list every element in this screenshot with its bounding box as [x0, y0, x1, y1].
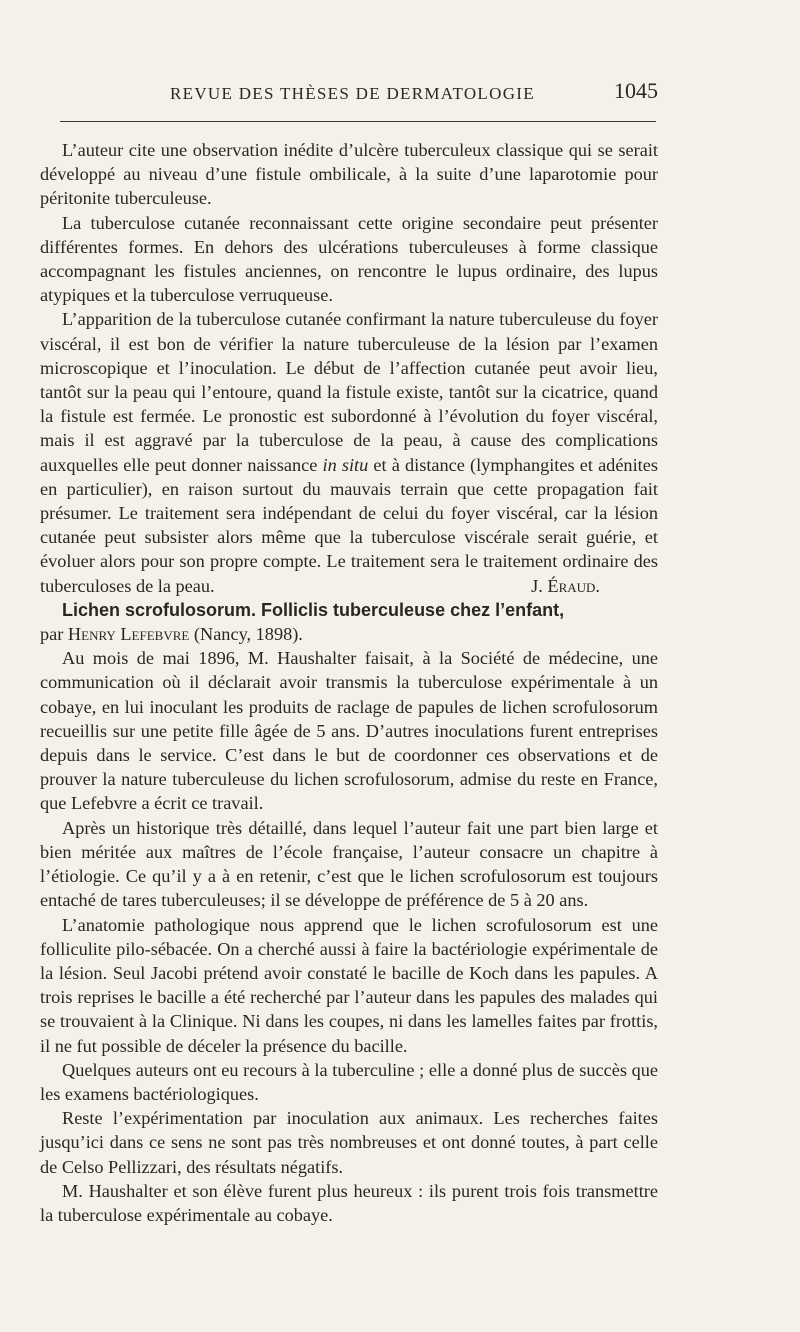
article-author: Henry Lefebvre — [67, 624, 190, 645]
paragraph-3 — [40, 307, 658, 597]
page-header — [60, 78, 658, 112]
paragraph-8: Reste l’expérimentation par inoculation aux animaux. Les recherches faites jusqu’ici dans ce sens ne sont pas très nombreuses et ont donné toutes, à part celle de Celso Pellizzari, des résultats négatifs. — [40, 1108, 658, 1177]
paragraph-4: Au mois de mai 1896, M. Haushalter faisait, à la Société de médecine, une communication où il déclarait avoir transmis la tuberculose expérimentale à un cobaye, en lui inoculant les produits de raclage de papules de lichen scrofulosorum recueillis sur une petite fille âgée de 5 ans. D’autres inoculations furent entreprises depuis dans le service. C’est dans le but de coordonner ces observations et de prouver la nature tuberculeuse du lichen scrofulosorum, admise du reste en France, que Lefebvre a écrit ce travail. — [40, 648, 658, 814]
running-title: REVUE DES THÈSES DE DERMATOLOGIE — [170, 84, 535, 103]
page-number: 1045 — [614, 78, 658, 103]
header-rule — [60, 121, 656, 122]
in-situ-italic: in situ — [322, 454, 369, 475]
article-byline — [40, 622, 658, 646]
paragraph-3-part-2: et à distance (lymphangites et adénites en particulier), en raison surtout du mauvais terrain que cette propagation fait présumer. Le traitement sera indépendant de celui du foyer viscéral, car la lésion cutanée peut subsister alors même que la tuberculose viscérale serait guérie, et évoluer alors pour son propre compte. Le traitement sera le traitement ordinaire des tuberculoses de la peau. — [40, 454, 658, 596]
paragraph-6: L’anatomie pathologique nous apprend que le lichen scrofulosorum est une folliculite pilo-sébacée. On a cherché aussi à faire la bactériologie expérimentale de la lésion. Seul Jacobi prétend avoir constaté le bacille de Koch dans les papules. A trois reprises le bacille a été recherché par l’auteur dans les papules des malades qui se trouvaient à la Clinique. Ni dans les coupes, ni dans les lamelles faites par frottis, il ne fut possible de déceler la présence du bacille. — [40, 914, 658, 1056]
byline-par: par — [40, 624, 64, 645]
article-citation: (Nancy, 1898). — [193, 624, 303, 645]
paragraph-1: L’auteur cite une observation inédite d’ulcère tuberculeux classique qui se serait développé au niveau d’une fistule ombilicale, à la suite d’une laparotomie pour péritonite tuberculeuse. — [40, 140, 658, 209]
body-text — [40, 138, 658, 1227]
paragraph-7: Quelques auteurs ont eu recours à la tuberculine ; elle a donné plus de succès que les examens bactériologiques. — [40, 1059, 658, 1104]
paragraph-5: Après un historique très détaillé, dans lequel l’auteur fait une part bien large et bien méritée aux maîtres de l’école française, l’auteur consacre un chapitre à l’étiologie. Ce qu’il y a à en retenir, c’est que le lichen scrofulosorum est toujours entaché de tares tuberculeuses; il se développe de préférence de 5 à 20 ans. — [40, 817, 658, 911]
article-title: Lichen scrofulosorum. Folliclis tuberculeuse chez l’enfant, — [62, 599, 565, 620]
paragraph-9: M. Haushalter et son élève furent plus heureux : ils purent trois fois transmettre la tuberculose expérimentale au cobaye. — [40, 1180, 658, 1225]
paragraph-3-part-1: L’apparition de la tuberculose cutanée confirmant la nature tuberculeuse du foyer viscéral, il est bon de vérifier la nature tuberculeuse de la lésion par l’examen microscopique et l’inoculation. Le début de l’affection cutanée peut avoir lieu, tantôt sur la peau qui l’entoure, quand la fistule existe, tantôt sur la cicatrice, quand la fistule est fermée. Le pronostic est subordonné à l’évolution du foyer viscéral, mais il est aggravé par la tuberculose de la peau, à cause des complications auxquelles elle peut donner naissance — [40, 309, 658, 475]
paragraph-2: La tuberculose cutanée reconnaissant cette origine secondaire peut présenter différentes formes. En dehors des ulcérations tuberculeuses à forme classique accompagnant les fistules anciennes, on rencontre le lupus ordinaire, des lupus atypiques et la tuberculose verruqueuse. — [40, 212, 658, 306]
review-signature: J. Éraud. — [531, 575, 600, 596]
